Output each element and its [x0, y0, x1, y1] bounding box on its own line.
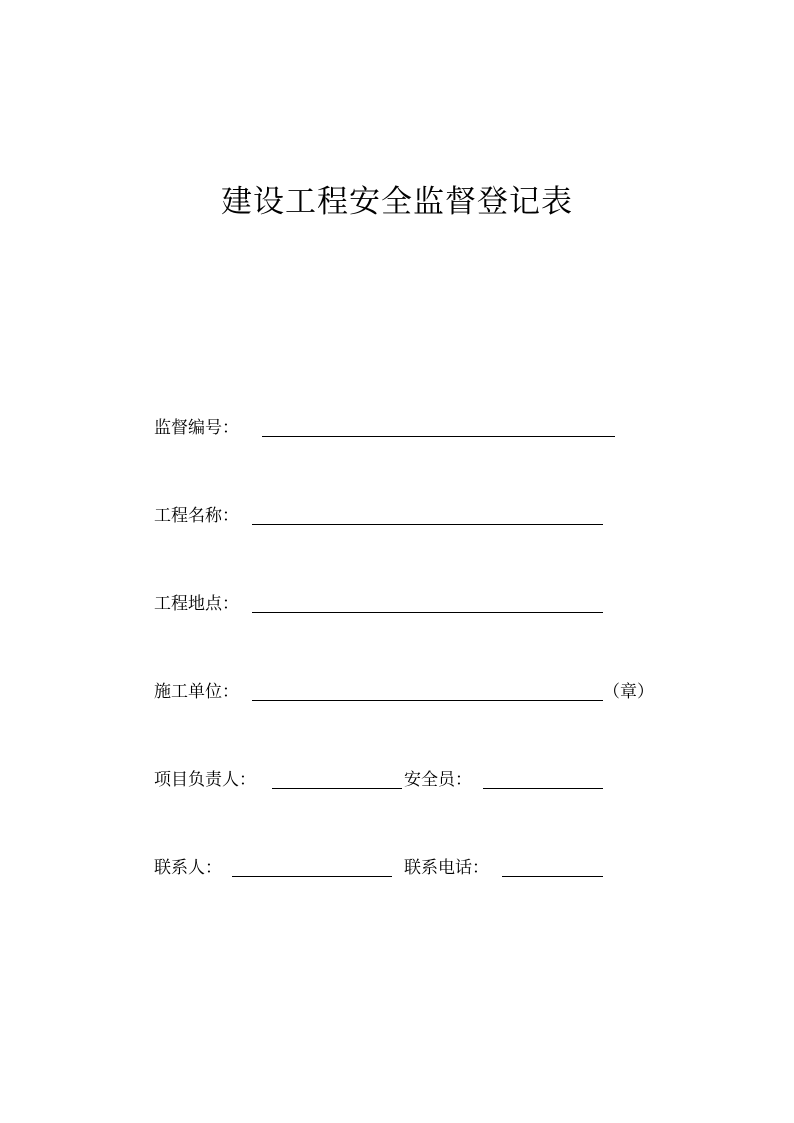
safety-officer-field[interactable]	[483, 788, 603, 789]
page-title: 建设工程安全监督登记表	[221, 184, 573, 220]
construction-unit-label: 施工单位：	[154, 682, 239, 702]
construction-unit-field[interactable]	[252, 700, 603, 701]
safety-officer-label: 安全员：	[404, 770, 472, 790]
project-location-label: 工程地点：	[154, 594, 239, 614]
seal-note: （章）	[603, 682, 654, 702]
supervision-no-field[interactable]	[262, 436, 615, 437]
project-manager-label: 项目负责人：	[154, 770, 256, 790]
contact-phone-field[interactable]	[502, 876, 603, 877]
project-manager-field[interactable]	[272, 788, 402, 789]
supervision-no-label: 监督编号：	[154, 418, 239, 438]
contact-person-field[interactable]	[232, 876, 392, 877]
project-name-label: 工程名称：	[154, 506, 239, 526]
project-location-field[interactable]	[252, 612, 603, 613]
project-name-field[interactable]	[252, 524, 603, 525]
contact-phone-label: 联系电话：	[404, 858, 489, 878]
contact-person-label: 联系人：	[154, 858, 222, 878]
